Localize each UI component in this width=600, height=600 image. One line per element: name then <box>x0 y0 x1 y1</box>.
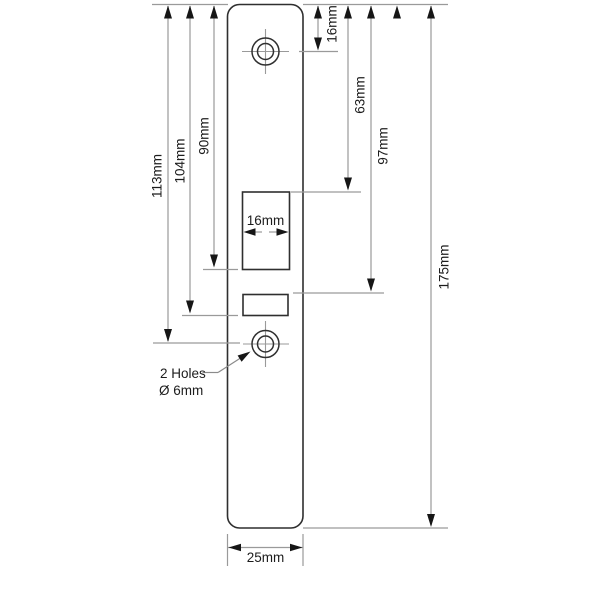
arrowhead-up-icon <box>164 6 172 19</box>
dimension-25mm-label: 25mm <box>246 550 285 565</box>
dimension-25mm <box>228 534 304 566</box>
arrowhead-down-icon <box>186 301 194 314</box>
dimension-16mm-top-label: 16mm <box>324 5 340 43</box>
holes-note-line1: 2 Holes <box>160 366 206 381</box>
arrowhead-up-icon <box>344 6 352 19</box>
arrowhead-up-icon <box>314 6 322 19</box>
dimension-97mm-label: 97mm <box>375 127 391 165</box>
dimension-113mm-label: 113mm <box>149 153 165 199</box>
dimension-97mm <box>293 6 391 294</box>
dimension-175mm <box>427 6 452 528</box>
dimension-113mm <box>150 6 240 344</box>
arrowhead-down-icon <box>314 38 322 51</box>
arrowhead-down-icon <box>344 178 352 191</box>
lower-cutout <box>243 295 288 316</box>
dimension-90mm-label: 90mm <box>196 117 212 155</box>
arrowhead-down-icon <box>164 329 172 342</box>
arrowhead-down-icon <box>367 279 375 292</box>
arrowhead-up-icon <box>210 6 218 19</box>
dimension-104mm-label: 104mm <box>172 138 188 184</box>
arrowhead-right-icon <box>290 544 303 552</box>
arrowhead-up-icon <box>427 6 435 19</box>
holes-note-line2: Ø 6mm <box>159 383 204 398</box>
arrowhead-down-icon <box>210 255 218 268</box>
dimension-63mm-label: 63mm <box>352 76 368 114</box>
arrowhead-down-icon <box>427 514 435 527</box>
arrowhead-up-icon <box>186 6 194 19</box>
arrowhead-up-icon <box>393 6 401 19</box>
arrowhead-up-icon <box>367 6 375 19</box>
faceplate-body <box>228 5 304 529</box>
arrowhead-left-icon <box>229 544 242 552</box>
dimension-16mm-top <box>299 5 340 51</box>
dimension-16mm-cutout-label: 16mm <box>246 213 285 228</box>
dimension-175mm-label: 175mm <box>436 244 452 290</box>
